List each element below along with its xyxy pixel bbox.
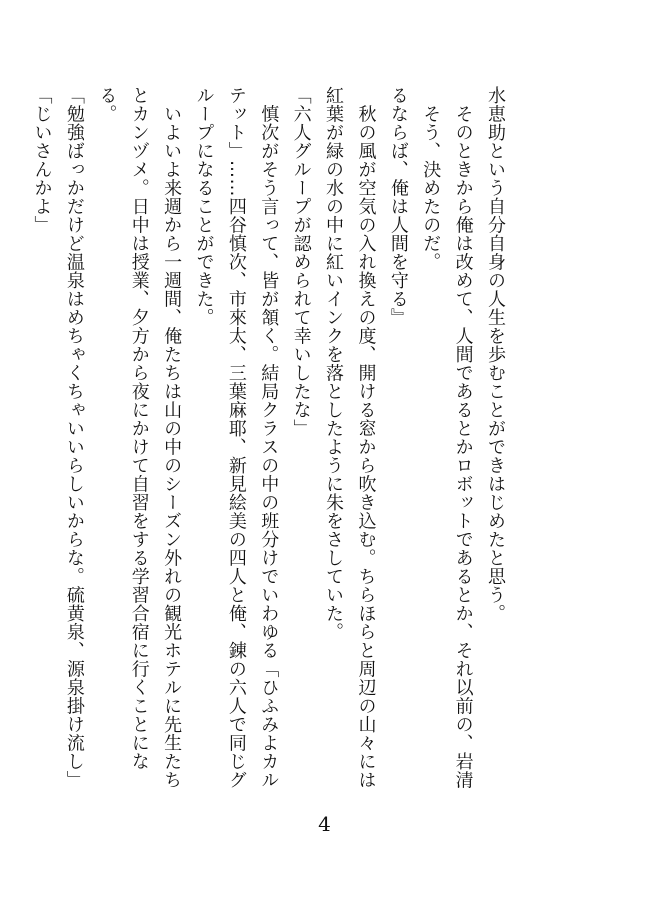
text-line: 「勉強ばっかだけど温泉はめちゃくちゃいいらしいからな。硫黄泉、源泉掛け流し」 <box>63 86 85 789</box>
text-line: ループになることができた。 <box>193 86 215 327</box>
text-line: そう、決めたのだ。 <box>420 86 442 271</box>
text-line: 秋の風が空気の入れ換えの度、開ける窓から吹き込む。ちらほらと周辺の山々には <box>355 86 377 789</box>
text-line: 「じいさんかよ」 <box>31 86 53 234</box>
text-line: る。 <box>96 86 118 123</box>
text-line: るならば、俺は人間を守る』 <box>387 86 409 327</box>
text-line: テット」……四谷慎次、市來太、三葉麻耶、新見絵美の四人と俺、錬の六人で同じグ <box>225 86 247 789</box>
body-text <box>25 86 511 788</box>
text-line: そのときから俺は改めて、人間であるとかロボットであるとか、それ以前の、岩清 <box>452 86 474 789</box>
text-line: 「六人グループが認められて幸いしたな」 <box>290 86 312 438</box>
text-line: いよいよ来週から一週間、俺たちは山の中のシーズン外れの観光ホテルに先生たち <box>161 86 183 789</box>
text-line: とカンヅメ。日中は授業、夕方から夜にかけて自習をする学習合宿に行くことにな <box>128 86 150 771</box>
text-line: 慎次がそう言って、皆が頷く。結局クラスの中の班分けでいわゆる「ひふみよカル <box>258 86 280 789</box>
text-line: 水恵助という自分自身の人生を歩むことができはじめたと思う。 <box>485 86 506 623</box>
text-line: 紅葉が緑の水の中に紅いインクを落としたように朱をさしていた。 <box>323 86 345 641</box>
page-number: 4 <box>318 812 331 836</box>
